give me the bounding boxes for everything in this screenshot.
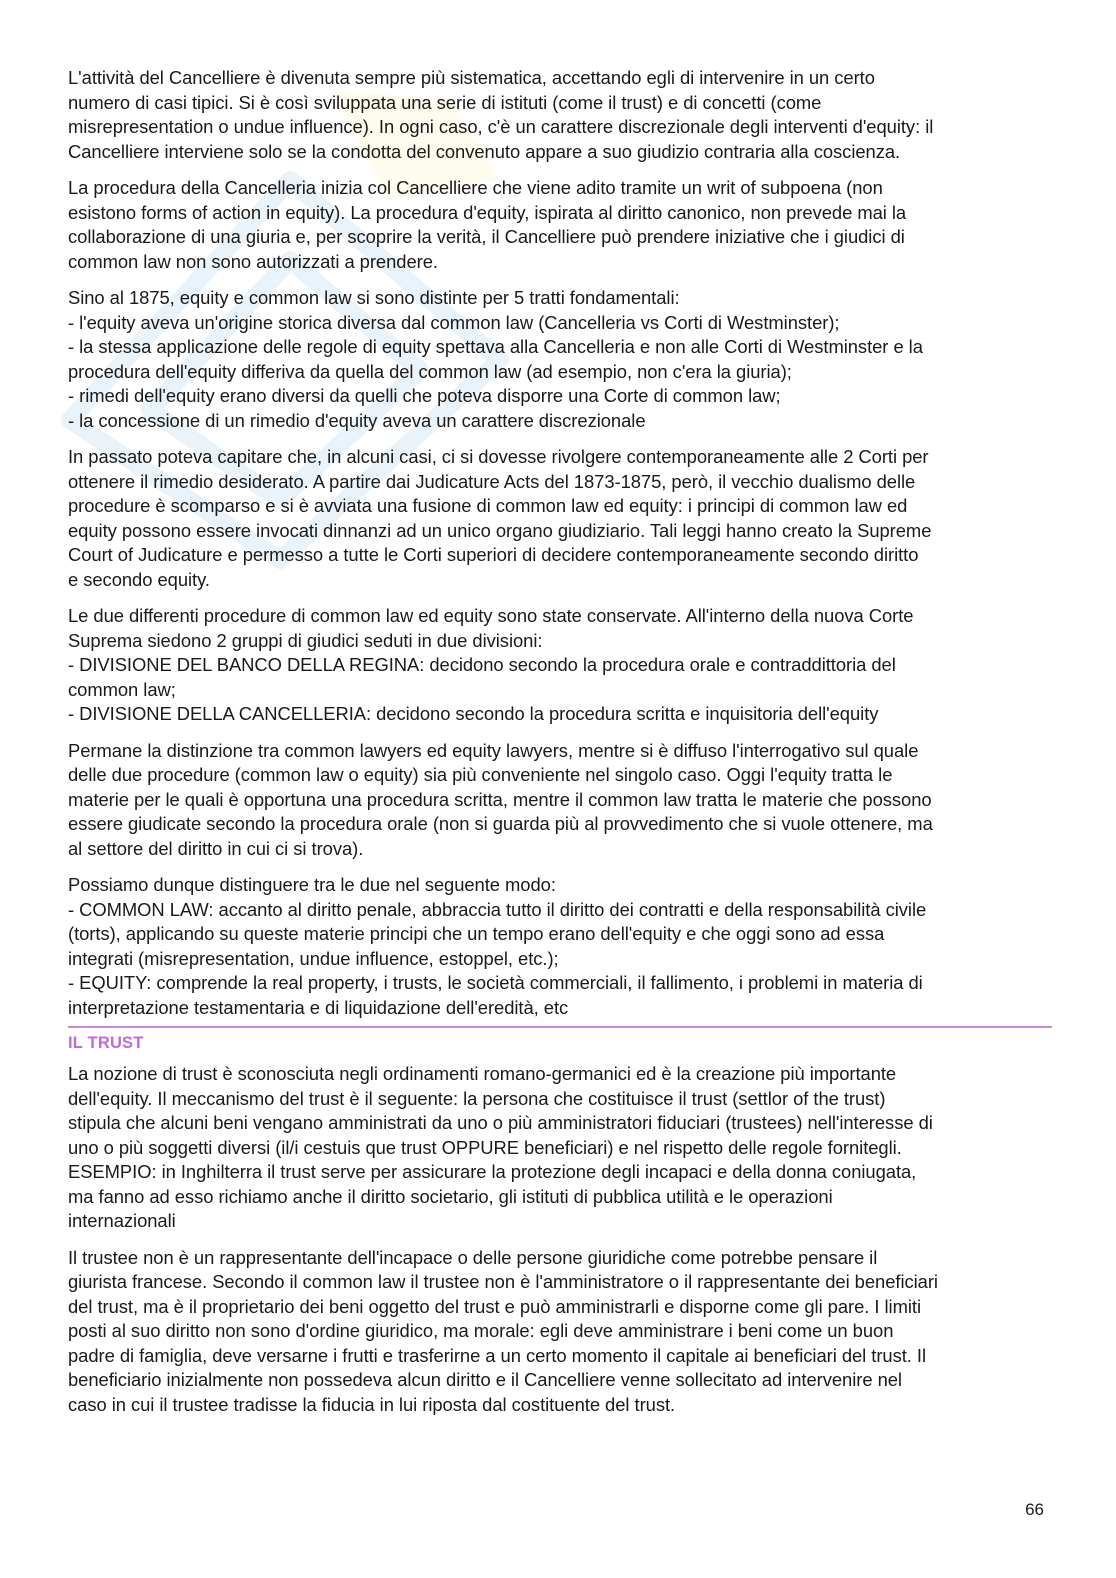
text-line: delle due procedure (common law o equity) sia più conveniente nel singolo caso. Oggi l'equity tratta le bbox=[68, 764, 893, 785]
text-line: La procedura della Cancelleria inizia col Cancelliere che viene adito tramite un writ of subpoena (non bbox=[68, 177, 883, 198]
paragraph-distinzione bbox=[68, 873, 1048, 1020]
text-line: ma fanno ad esso richiamo anche il diritto societario, gli istituti di pubblica utilità e le operazioni bbox=[68, 1185, 833, 1207]
paragraph-procedura-cancelleria bbox=[68, 176, 1048, 274]
text-line: procedure è scomparso e si è avviata una fusione di common law ed equity: i principi di common law ed bbox=[68, 495, 908, 516]
text-line: In passato poteva capitare che, in alcuni casi, ci si dovesse rivolgere contemporaneamente alle 2 Corti per bbox=[68, 446, 929, 467]
text-line: posti al suo diritto non sono d'ordine giuridico, ma morale: egli deve amministrare i beni come un buon bbox=[68, 1320, 894, 1341]
text-line: Suprema siedono 2 gruppi di giudici seduti in due divisioni: bbox=[68, 629, 543, 651]
text-line: interpretazione testamentaria e di liquidazione dell'eredità, etc bbox=[68, 996, 569, 1018]
text-line: essere giudicate secondo la procedura orale (non si guarda più al provvedimento che si vuole ottenere, ma bbox=[68, 813, 933, 834]
text-line: internazionali bbox=[68, 1210, 176, 1231]
text-line: Il trustee non è un rappresentante dell'incapace o delle persone giuridiche come potrebbe pensare il bbox=[68, 1246, 878, 1268]
document-page bbox=[68, 66, 1048, 1429]
text-line: equity possono essere invocati dinnanzi ad un unico organo giudiziario. Tali leggi hanno creato la Supreme bbox=[68, 519, 932, 541]
section-title: IL TRUST bbox=[68, 1034, 144, 1052]
text-line: Permane la distinzione tra common lawyers ed equity lawyers, mentre si è diffuso l'interrogativo sul quale bbox=[68, 739, 919, 761]
text-line: common law; bbox=[68, 678, 176, 700]
paragraph-divisioni bbox=[68, 604, 1048, 727]
section-divider bbox=[68, 1026, 1052, 1028]
paragraph-cancelliere-attivita bbox=[68, 66, 1048, 164]
text-line: Le due differenti procedure di common law ed equity sono state conservate. All'interno della nuova Corte bbox=[68, 605, 914, 626]
text-line: giurista francese. Secondo il common law il trustee non è l'amministratore o il rappresentante dei beneficiari bbox=[68, 1271, 938, 1292]
text-line: L'attività del Cancelliere è divenuta sempre più sistematica, accettando egli di intervenire in un certo bbox=[68, 67, 875, 88]
text-line: al settore del diritto in cui ci si trova). bbox=[68, 837, 364, 859]
paragraph-tratti-fondamentali bbox=[68, 286, 1048, 433]
text-line: uno o più soggetti diversi (il/i cestuis que trust OPPURE beneficiari) e nel rispetto delle regole fornitegli. bbox=[68, 1136, 902, 1158]
list-item: - DIVISIONE DEL BANCO DELLA REGINA: decidono secondo la procedura orale e contraddittoria del bbox=[68, 654, 896, 675]
text-line: misrepresentation o undue influence). In ogni caso, c'è un carattere discrezionale degli interventi d'equity: il bbox=[68, 116, 934, 137]
text-line: ESEMPIO: in Inghilterra il trust serve per assicurare la protezione degli incapaci e della donna coniugata, bbox=[68, 1161, 917, 1182]
list-item: - rimedi dell'equity erano diversi da quelli che poteva disporre una Corte di common law; bbox=[68, 385, 781, 406]
text-line: ottenere il rimedio desiderato. A partire dai Judicature Acts del 1873-1875, però, il vecchio dualismo delle bbox=[68, 470, 916, 492]
text-line: padre di famiglia, deve versarne i frutti e trasferirne a un certo momento il capitale ai beneficiari del trust. Il bbox=[68, 1344, 927, 1366]
text-line: numero di casi tipici. Si è così sviluppata una serie di istituti (come il trust) e di concetti (come bbox=[68, 91, 822, 113]
text-line: stipula che alcuni beni vengano amministrati da uno o più amministratori fiduciari (trustees) nell'interesse di bbox=[68, 1112, 933, 1133]
text-line: procedura dell'equity differiva da quella del common law (ad esempio, non c'era la giuria); bbox=[68, 360, 792, 382]
text-line: integrati (misrepresentation, undue influence, estoppel, etc.); bbox=[68, 947, 559, 969]
text-line: e secondo equity. bbox=[68, 568, 210, 590]
text-line: Sino al 1875, equity e common law si sono distinte per 5 tratti fondamentali: bbox=[68, 287, 680, 308]
list-item: - DIVISIONE DELLA CANCELLERIA: decidono secondo la procedura scritta e inquisitoria dell'equity bbox=[68, 703, 879, 724]
paragraph-trustee bbox=[68, 1246, 1048, 1418]
text-line: beneficiario inizialmente non possedeva alcun diritto e il Cancelliere venne sollecitato ad intervenire nel bbox=[68, 1369, 902, 1390]
list-item: - EQUITY: comprende la real property, i trusts, le società commerciali, il fallimento, i problemi in materia di bbox=[68, 972, 923, 993]
paragraph-judicature-acts bbox=[68, 445, 1048, 592]
paragraph-nozione-trust bbox=[68, 1062, 1048, 1234]
text-line: Possiamo dunque distinguere tra le due nel seguente modo: bbox=[68, 874, 556, 895]
text-line: Cancelliere interviene solo se la condotta del convenuto appare a suo giudizio contraria alla coscienza. bbox=[68, 140, 901, 162]
text-line: del trust, ma è il proprietario dei beni oggetto del trust e può amministrarli e disporne come gli pare. I limiti bbox=[68, 1295, 921, 1317]
paragraph-lawyers bbox=[68, 739, 1048, 862]
list-item: - la concessione di un rimedio d'equity aveva un carattere discrezionale bbox=[68, 409, 646, 431]
text-line: caso in cui il trustee tradisse la fiducia in lui riposta dal costituente del trust. bbox=[68, 1393, 676, 1415]
text-line: collaborazione di una giuria e, per scoprire la verità, il Cancelliere può prendere iniziative che i giudici di bbox=[68, 226, 905, 247]
text-line: dell'equity. Il meccanismo del trust è il seguente: la persona che costituisce il trust (settlor of the trust) bbox=[68, 1087, 886, 1109]
text-line: (torts), applicando su queste materie principi che un tempo erano dell'equity e che oggi sono ad essa bbox=[68, 923, 885, 944]
text-line: esistono forms of action in equity). La procedura d'equity, ispirata al diritto canonico, non prevede mai la bbox=[68, 201, 907, 223]
text-line: common law non sono autorizzati a prendere. bbox=[68, 250, 438, 272]
list-item: - la stessa applicazione delle regole di equity spettava alla Cancelleria e non alle Corti di Westminster e la bbox=[68, 336, 923, 357]
text-line: materie per le quali è opportuna una procedura scritta, mentre il common law tratta le materie che possono bbox=[68, 788, 932, 810]
list-item: - l'equity aveva un'origine storica diversa dal common law (Cancelleria vs Corti di Westminster); bbox=[68, 311, 840, 333]
page-number: 66 bbox=[1025, 1500, 1044, 1519]
text-line: Court of Judicature e permesso a tutte le Corti superiori di decidere contemporaneamente secondo diritto bbox=[68, 544, 919, 565]
list-item: - COMMON LAW: accanto al diritto penale, abbraccia tutto il diritto dei contratti e della responsabilità civile bbox=[68, 898, 927, 920]
text-line: La nozione di trust è sconosciuta negli ordinamenti romano-germanici ed è la creazione più importante bbox=[68, 1063, 897, 1084]
